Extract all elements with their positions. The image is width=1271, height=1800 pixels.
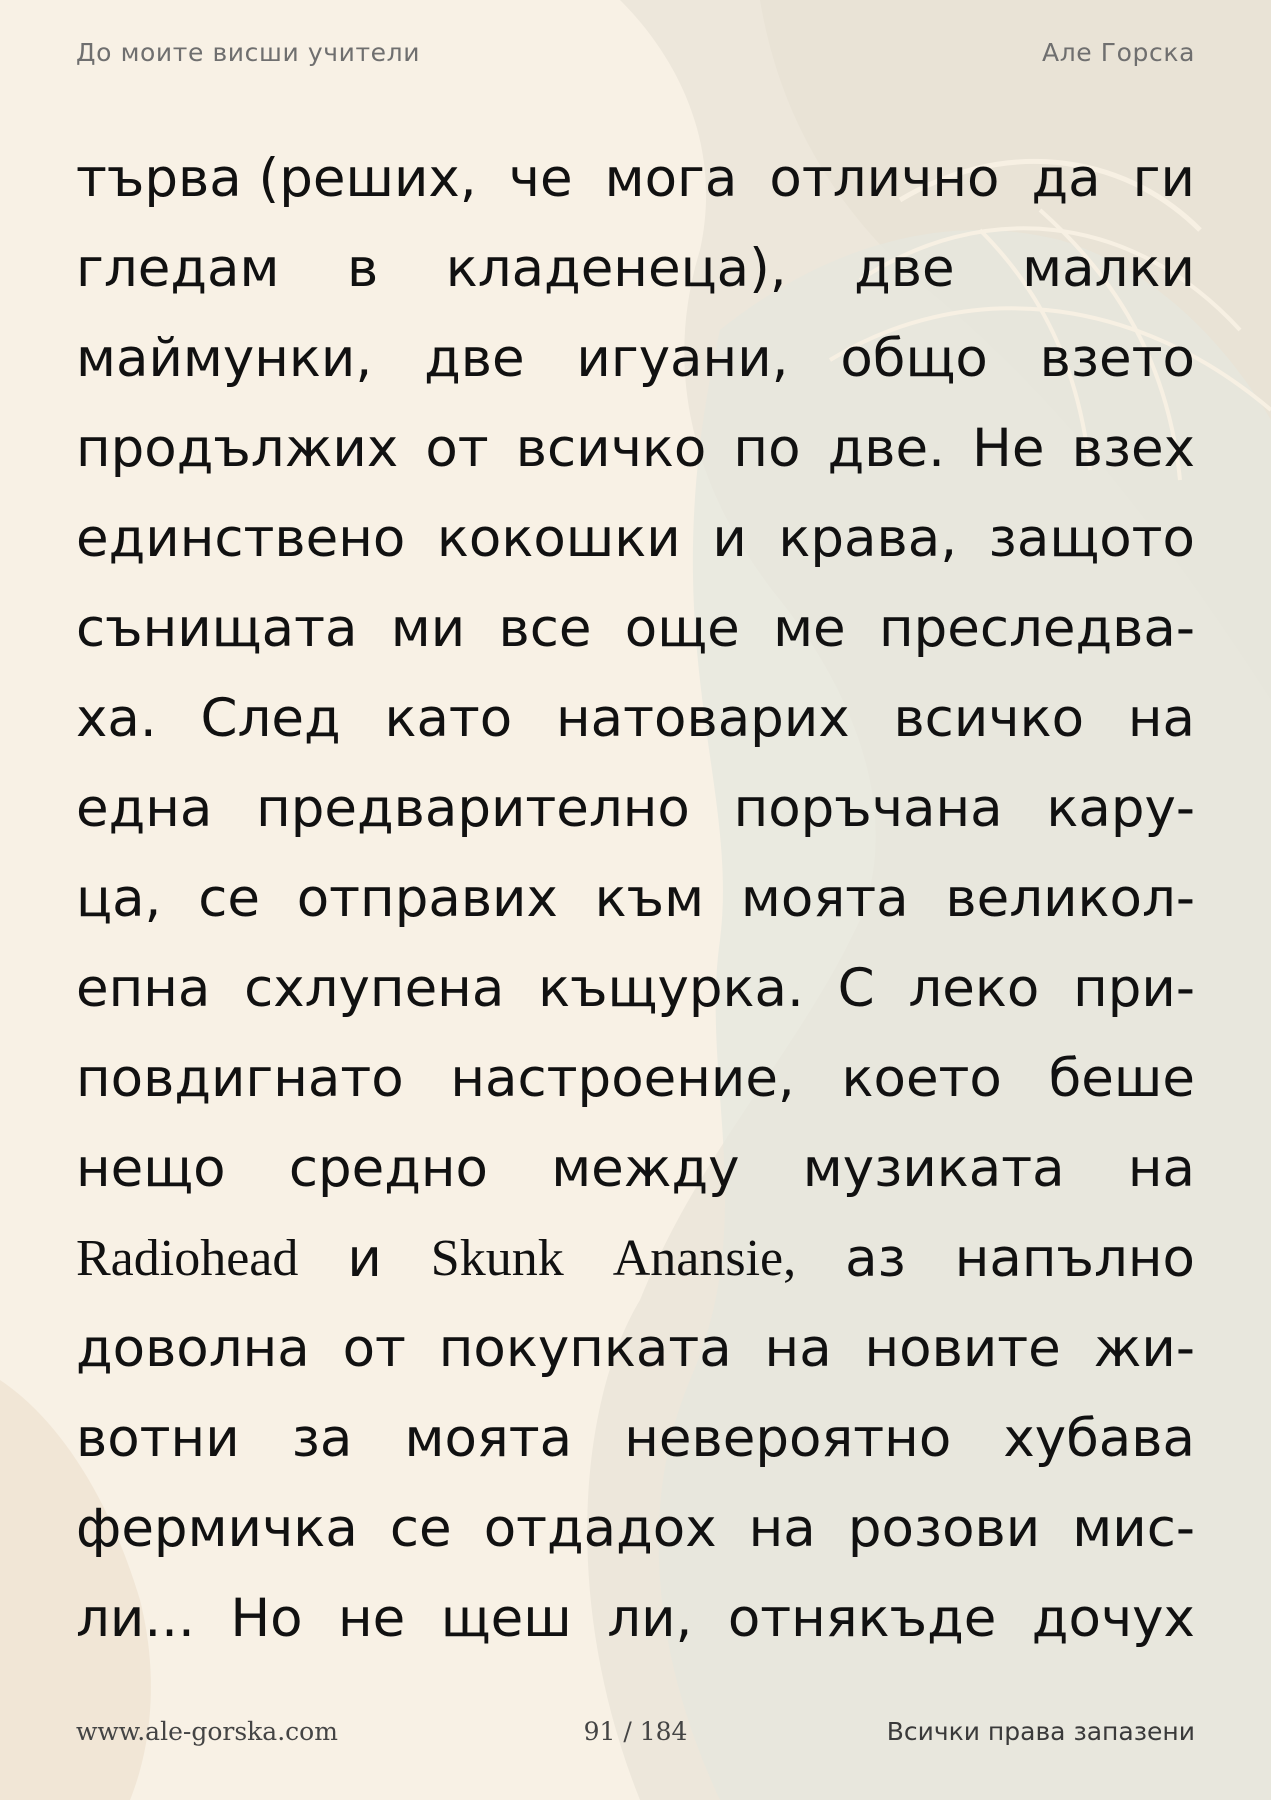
text-line xyxy=(76,1124,1195,1214)
word: мис- xyxy=(1072,1498,1195,1559)
page-footer xyxy=(76,1714,1195,1748)
word: невероятно xyxy=(624,1408,952,1469)
word: и xyxy=(347,1228,382,1289)
word: Skunk xyxy=(430,1230,564,1287)
word: да xyxy=(1031,148,1101,209)
word: към xyxy=(594,868,705,929)
word: две xyxy=(854,238,955,299)
word: защото xyxy=(988,508,1195,569)
word: мога xyxy=(604,148,738,209)
website-link[interactable]: www.ale-gorska.com xyxy=(76,1716,338,1746)
word: аз xyxy=(845,1228,906,1289)
word: на xyxy=(764,1318,832,1379)
word: взех xyxy=(1071,418,1195,479)
page-header xyxy=(76,36,1195,68)
word: хубава xyxy=(1003,1408,1195,1469)
word: отдадох xyxy=(483,1498,717,1559)
text-line xyxy=(76,224,1195,314)
word: моята xyxy=(404,1408,573,1469)
word: доволна xyxy=(76,1318,310,1379)
text-line xyxy=(76,314,1195,404)
word: щеш xyxy=(440,1588,572,1649)
text-line xyxy=(76,494,1195,584)
copyright-notice: Всички права запазени xyxy=(886,1716,1195,1746)
word: настроение, xyxy=(450,1048,795,1109)
word: отправих xyxy=(296,868,558,929)
word: не xyxy=(338,1588,406,1649)
text-line xyxy=(76,854,1195,944)
word: взето xyxy=(1039,328,1195,389)
word: покупката xyxy=(438,1318,732,1379)
text-line xyxy=(76,674,1195,764)
text-line xyxy=(76,134,1195,224)
word: беше xyxy=(1048,1048,1195,1109)
word: ме xyxy=(773,598,846,659)
word: което xyxy=(841,1048,1002,1109)
word: общо xyxy=(840,328,988,389)
text-line xyxy=(76,1394,1195,1484)
word: една xyxy=(76,778,213,839)
word: гледам xyxy=(76,238,280,299)
word: и xyxy=(712,508,747,569)
word: Anansie, xyxy=(612,1230,797,1287)
word: отлично xyxy=(769,148,1000,209)
word: всичко xyxy=(893,688,1085,749)
word: се xyxy=(389,1498,452,1559)
word: все xyxy=(498,598,592,659)
word: между xyxy=(551,1138,740,1199)
word: търва (реших, xyxy=(76,148,477,209)
text-line xyxy=(76,764,1195,854)
word: две. xyxy=(827,418,945,479)
text-line xyxy=(76,1304,1195,1394)
word: игуани, xyxy=(576,328,789,389)
word: розови xyxy=(847,1498,1041,1559)
word: в xyxy=(346,238,379,299)
word: напълно xyxy=(954,1228,1195,1289)
word: кокошки xyxy=(436,508,681,569)
word: по xyxy=(733,418,801,479)
word: вотни xyxy=(76,1408,240,1469)
word: великол- xyxy=(945,868,1195,929)
word: от xyxy=(342,1318,406,1379)
word: се xyxy=(198,868,260,929)
word: леко xyxy=(908,958,1040,1019)
word: на xyxy=(748,1498,816,1559)
word: ги xyxy=(1132,148,1195,209)
word: при- xyxy=(1073,958,1195,1019)
word: маймунки, xyxy=(76,328,373,389)
book-title: До моите висши учители xyxy=(76,37,421,67)
word: Radiohead xyxy=(76,1230,299,1287)
word: дочух xyxy=(1031,1588,1195,1649)
word: сънищата xyxy=(76,598,358,659)
text-line xyxy=(76,584,1195,674)
word: новите xyxy=(864,1318,1061,1379)
text-line xyxy=(76,944,1195,1034)
word: Но xyxy=(230,1588,303,1649)
word: от xyxy=(425,418,489,479)
word: епна xyxy=(76,958,211,1019)
word: Не xyxy=(972,418,1045,479)
word: След xyxy=(200,688,341,749)
word: ли... xyxy=(76,1588,195,1649)
word: всичко xyxy=(515,418,707,479)
word: музиката xyxy=(802,1138,1065,1199)
word: предварително xyxy=(256,778,690,839)
word: ца, xyxy=(76,868,162,929)
word: още xyxy=(624,598,740,659)
word: кладенеца), xyxy=(445,238,787,299)
word: С xyxy=(837,958,875,1019)
page-number: 91 / 184 xyxy=(583,1716,688,1746)
word: къщурка. xyxy=(538,958,804,1019)
word: жи- xyxy=(1093,1318,1195,1379)
word: ха. xyxy=(76,688,157,749)
body-text xyxy=(76,134,1195,1664)
word: отнякъде xyxy=(727,1588,997,1649)
word: за xyxy=(291,1408,353,1469)
word: поръчана xyxy=(733,778,1003,839)
word: повдигнато xyxy=(76,1048,404,1109)
word: средно xyxy=(288,1138,488,1199)
word: преследва- xyxy=(878,598,1195,659)
word: като xyxy=(384,688,513,749)
text-line xyxy=(76,404,1195,494)
word: ми xyxy=(390,598,466,659)
word: две xyxy=(424,328,525,389)
text-line xyxy=(76,1574,1195,1664)
word: че xyxy=(508,148,573,209)
word: ли, xyxy=(607,1588,693,1649)
word: моята xyxy=(740,868,909,929)
word: схлупена xyxy=(244,958,505,1019)
text-line xyxy=(76,1484,1195,1574)
word: нещо xyxy=(76,1138,226,1199)
text-line xyxy=(76,1034,1195,1124)
text-line xyxy=(76,1214,1195,1304)
author-name: Але Горска xyxy=(1042,37,1195,67)
word: натоварих xyxy=(556,688,850,749)
word: на xyxy=(1127,688,1195,749)
word: продължих xyxy=(76,418,399,479)
word: крава, xyxy=(778,508,958,569)
word: кару- xyxy=(1046,778,1195,839)
word: фермичка xyxy=(76,1498,358,1559)
word: единствено xyxy=(76,508,406,569)
word: малки xyxy=(1022,238,1195,299)
word: на xyxy=(1127,1138,1195,1199)
